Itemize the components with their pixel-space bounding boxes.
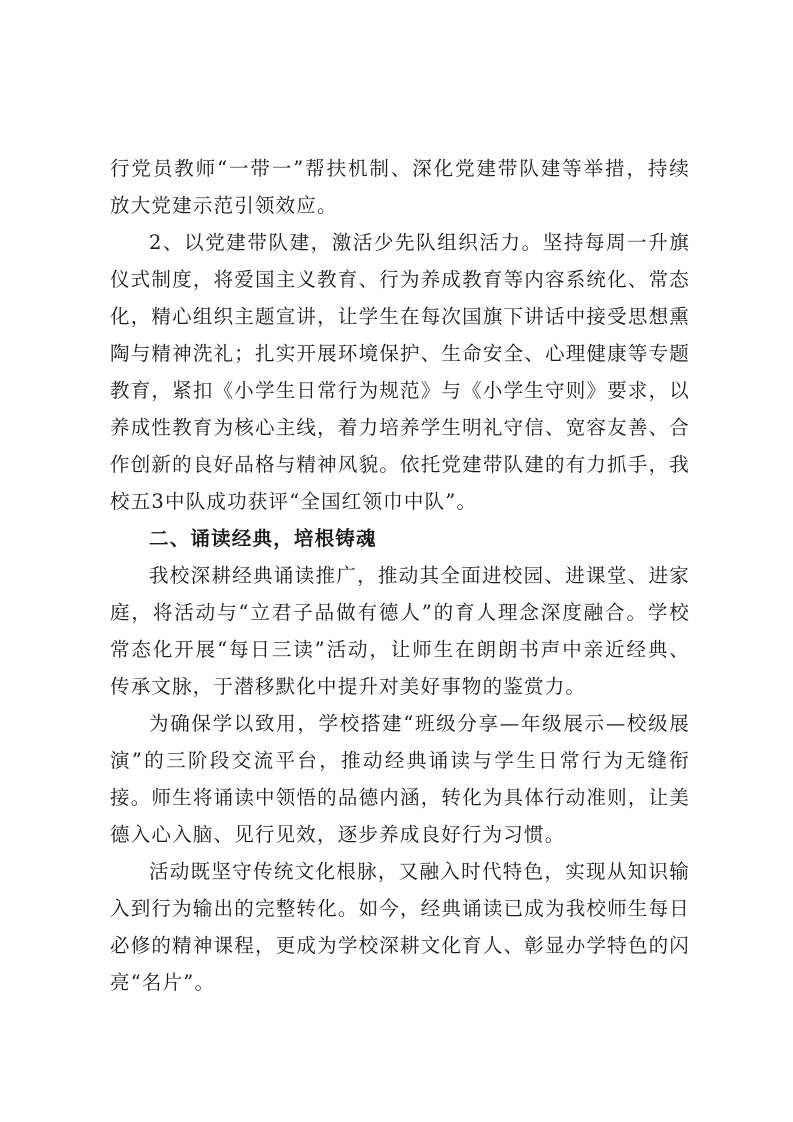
paragraph-continuation: 行党员教师“一带一”帮扶机制、深化党建带队建等举措，持续放大党建示范引领效应。 <box>110 157 690 217</box>
document-body <box>110 150 690 1001</box>
paragraph-exchange-platform: 为确保学以致用，学校搭建“班级分享—年级展示—校级展演”的三阶段交流平台，推动经典诵读与学生日常行为无缝衔接。师生将诵读中领悟的品德内涵，转化为具体行动准则，让美德入心入脑、见行见效，逐步养成良好行为习惯。 <box>110 712 690 846</box>
paragraph-classics-reading: 我校深耕经典诵读推广，推动其全面进校园、进课堂、进家庭，将活动与“立君子品做有德人”的育人理念深度融合。学校常态化开展“每日三读”活动，让师生在朗朗书声中亲近经典、传承文脉，于潜移默化中提升对美好事物的鉴赏力。 <box>110 564 690 698</box>
paragraph-cultural-card: 活动既坚守传统文化根脉，又融入时代特色，实现从知识输入到行为输出的完整转化。如今，经典诵读已成为我校师生每日必修的精神课程，更成为学校深耕文化育人、彰显办学特色的闪亮“名片”。 <box>110 860 690 994</box>
paragraph-party-youth-pioneers: 2、以党建带队建，激活少先队组织活力。坚持每周一升旗仪式制度，将爱国主义教育、行为养成教育等内容系统化、常态化，精心组织主题宣讲，让学生在每次国旗下讲话中接受思想熏陶与精神洗礼；扎实开展环境保护、生命安全、心理健康等专题教育，紧扣《小学生日常行为规范》与《小学生守则》要求，以养成性教育为核心主线，着力培养学生明礼守信、宽容友善、合作创新的良好品格与精神风貌。依托党建带队建的有力抓手，我校五3中队成功获评“全国红领巾中队”。 <box>110 231 690 513</box>
section-heading-classics: 二、诵读经典，培根铸魂 <box>149 527 377 550</box>
